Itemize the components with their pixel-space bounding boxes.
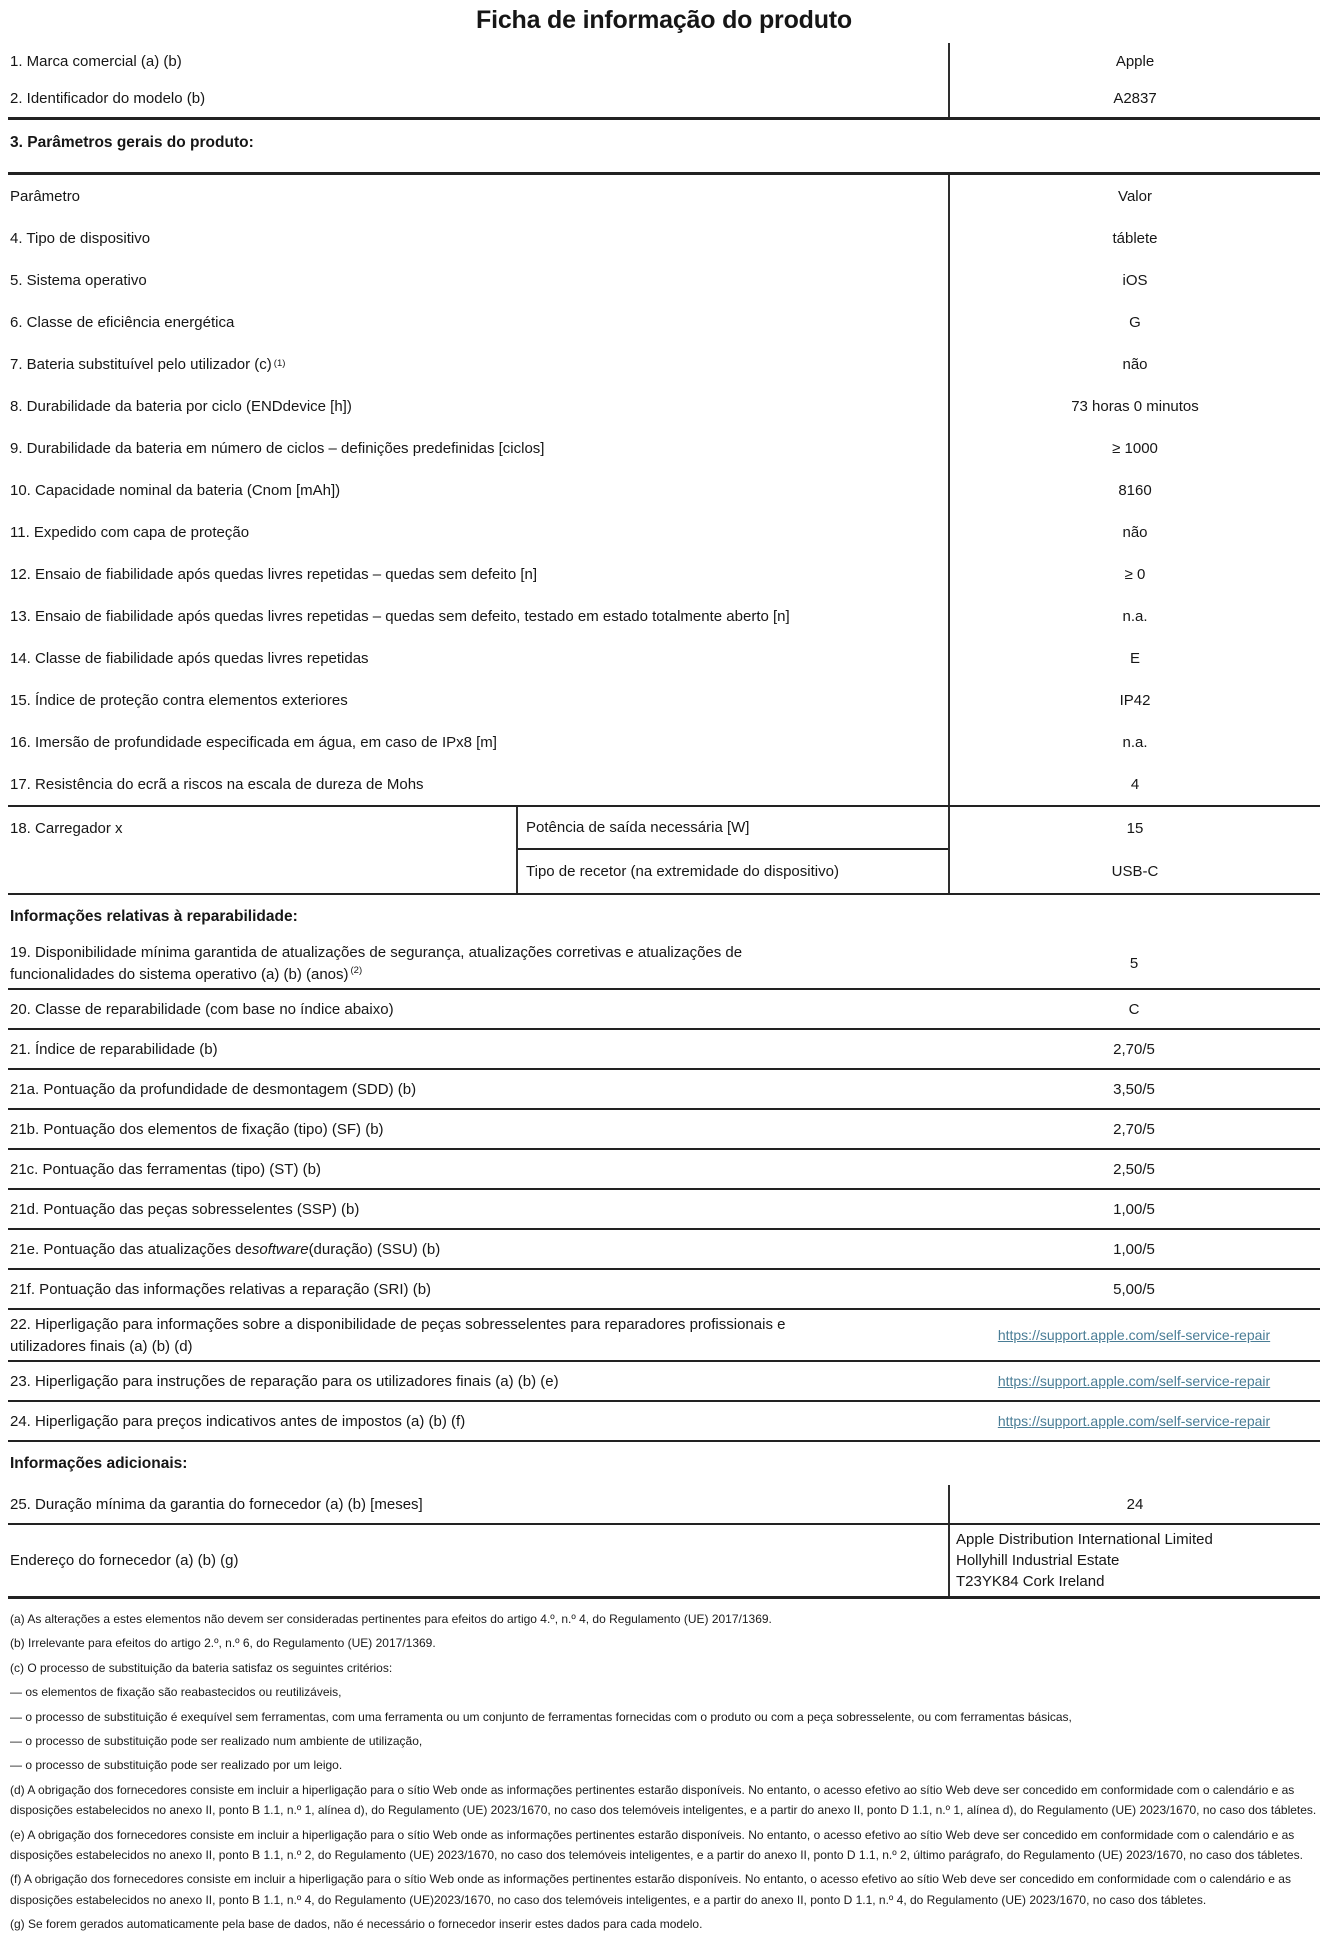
column-header-parameter: Parâmetro xyxy=(10,187,81,205)
table-row-st-score xyxy=(8,1150,1320,1190)
table-row-ssp-score xyxy=(8,1190,1320,1230)
identification-table xyxy=(8,43,1320,120)
row-value: ≥ 0 xyxy=(948,553,1320,595)
footnote-c-criterion: — o processo de substituição pode ser realizado num ambiente de utilização, xyxy=(10,1733,423,1748)
row-value xyxy=(948,1362,1320,1400)
repairability-table xyxy=(8,938,1320,1442)
footnote-c-criterion: — os elementos de fixação são reabastecidos ou reutilizáveis, xyxy=(10,1685,342,1700)
row-value: C xyxy=(1128,1000,1140,1018)
charger-label: 18. Carregador x xyxy=(10,820,123,837)
row-label-line2: funcionalidades do sistema operativo (a) (b) (anos) $^{(2)}$ xyxy=(10,965,363,983)
table-row-ssu-score xyxy=(8,1230,1320,1270)
row-label-pre: 21e. Pontuação das atualizações de xyxy=(10,1240,252,1258)
row-label xyxy=(8,1310,948,1360)
table-row xyxy=(8,511,1320,553)
charger-subrow-value: USB-C xyxy=(1111,863,1159,880)
row-label: 11. Expedido com capa de proteção xyxy=(10,523,250,541)
address-line: Hollyhill Industrial Estate xyxy=(956,1552,1120,1569)
self-service-repair-link[interactable]: https://support.apple.com/self-service-repair xyxy=(997,1373,1271,1389)
row-value xyxy=(948,1402,1320,1440)
row-value: Apple xyxy=(948,43,1320,80)
row-label: 1. Marca comercial (a) (b) xyxy=(10,53,182,70)
row-label: 24. Hiperligação para preços indicativos antes de impostos (a) (b) (f) xyxy=(10,1412,466,1430)
table-row-sf-score xyxy=(8,1110,1320,1150)
table-row-model xyxy=(8,80,1320,117)
row-value: 4 xyxy=(948,763,1320,805)
table-row xyxy=(8,343,1320,385)
general-parameters-table xyxy=(8,172,1320,805)
charger-subrow-label: Tipo de recetor (na extremidade do dispositivo) xyxy=(526,863,839,880)
row-value: A2837 xyxy=(948,80,1320,117)
row-label: 21f. Pontuação das informações relativas a reparação (SRI) (b) xyxy=(10,1280,432,1298)
row-value: iOS xyxy=(948,259,1320,301)
table-row-sdd-score xyxy=(8,1070,1320,1110)
additional-info-table xyxy=(8,1485,1320,1599)
table-row-updates-availability xyxy=(8,938,1320,990)
row-label: 25. Duração mínima da garantia do fornecedor (a) (b) [meses] xyxy=(10,1495,423,1513)
row-label: 8. Durabilidade da bateria por ciclo (ENDdevice [h]) xyxy=(10,397,352,415)
footnote-e: (e) A obrigação dos fornecedores consiste em incluir a hiperligação para o sítio Web onde as informações pertinentes estarão disponíveis. No entanto, o acesso efetivo ao sítio Web deve ser concedido em conformidade com o calendário e as disposições estabelecidos no anexo II, ponto B 1.1, n.º 2, do Regulamento (UE) 2023/1670, no caso dos telemóveis inteligentes, e a partir do anexo II, ponto D 1.1, n.º 2, último parágrafo, do Regulamento (UE) 2023/1670, no caso dos tábletes. xyxy=(10,1827,1303,1862)
row-label: 20. Classe de reparabilidade (com base no índice abaixo) xyxy=(10,1000,394,1018)
row-label: 21a. Pontuação da profundidade de desmontagem (SDD) (b) xyxy=(10,1080,417,1098)
row-label: 15. Índice de proteção contra elementos exteriores xyxy=(10,691,348,709)
table-row-supplier-address xyxy=(8,1525,1320,1599)
table-row xyxy=(8,427,1320,469)
row-value: IP42 xyxy=(948,679,1320,721)
row-value: 2,50/5 xyxy=(1113,1160,1155,1178)
table-row xyxy=(8,469,1320,511)
row-label: 7. Bateria substituível pelo utilizador (c) (1) xyxy=(10,355,286,373)
footnote-c-criterion: — o processo de substituição pode ser realizado por um leigo. xyxy=(10,1758,343,1773)
row-value: E xyxy=(948,637,1320,679)
row-label xyxy=(8,1230,948,1268)
section-heading-repairability: Informações relativas à reparabilidade: xyxy=(10,908,298,925)
row-value: G xyxy=(948,301,1320,343)
row-value: 24 xyxy=(948,1485,1320,1523)
charger-subrow-value: 15 xyxy=(1126,820,1144,837)
section-heading-additional-info: Informações adicionais: xyxy=(10,1455,188,1472)
self-service-repair-link[interactable]: https://support.apple.com/self-service-repair xyxy=(997,1413,1271,1429)
row-value: ≥ 1000 xyxy=(948,427,1320,469)
row-label: 21d. Pontuação das peças sobresselentes (SSP) (b) xyxy=(10,1200,360,1218)
row-label: 21c. Pontuação das ferramentas (tipo) (ST) (b) xyxy=(10,1160,321,1178)
row-value xyxy=(948,1310,1320,1360)
row-value: n.a. xyxy=(948,721,1320,763)
table-row-repair-instructions-link xyxy=(8,1362,1320,1402)
table-row xyxy=(8,385,1320,427)
row-label-text: 7. Bateria substituível pelo utilizador (c) xyxy=(10,355,272,373)
footnote-b: (b) Irrelevante para efeitos do artigo 2.º, n.º 6, do Regulamento (UE) 2017/1369. xyxy=(10,1636,436,1651)
charger-sub-labels xyxy=(516,807,948,893)
footnote-d: (d) A obrigação dos fornecedores consiste em incluir a hiperligação para o sítio Web onde as informações pertinentes estarão disponíveis. No entanto, o acesso efetivo ao sítio Web deve ser concedido em conformidade com o calendário e as disposições estabelecidos no anexo II, ponto B 1.1, n.º 1, alínea d), do Regulamento (UE) 2023/1670, no caso dos telemóveis inteligentes, e a partir do anexo II, ponto D 1.1, n.º 1, alínea d), do Regulamento (UE) 2023/1670, no caso dos tábletes. xyxy=(10,1782,1317,1818)
row-label-line2: utilizadores finais (a) (b) (d) xyxy=(10,1338,193,1355)
row-value: 2,70/5 xyxy=(1113,1120,1155,1138)
row-label: 13. Ensaio de fiabilidade após quedas livres repetidas – quedas sem defeito, testado em estado totalmente aberto [n] xyxy=(10,607,790,625)
row-value: não xyxy=(948,511,1320,553)
table-row xyxy=(8,637,1320,679)
row-label-line1: 19. Disponibilidade mínima garantida de atualizações de segurança, atualizações corretivas e atualizações de xyxy=(10,944,743,961)
self-service-repair-link[interactable]: https://support.apple.com/self-service-repair xyxy=(997,1327,1271,1343)
row-label: 12. Ensaio de fiabilidade após quedas livres repetidas – quedas sem defeito [n] xyxy=(10,565,538,583)
footnote-superscript: (2) xyxy=(350,965,363,976)
footnote-g: (g) Se forem gerados automaticamente pela base de dados, não é necessário o fornecedor inserir estes dados para cada modelo. xyxy=(10,1917,703,1932)
product-information-sheet xyxy=(0,6,1328,1952)
section-heading-general-parameters: 3. Parâmetros gerais do produto: xyxy=(10,134,254,151)
row-value: 1,00/5 xyxy=(1113,1200,1155,1218)
row-label-post: (duração) (SSU) (b) xyxy=(308,1240,441,1258)
table-row-repair-index xyxy=(8,1030,1320,1070)
footnote-a: (a) As alterações a estes elementos não devem ser consideradas pertinentes para efeitos do artigo 4.º, n.º 4, do Regulamento (UE) 2017/1369. xyxy=(10,1612,772,1626)
row-label: Endereço do fornecedor (a) (b) (g) xyxy=(10,1552,239,1569)
row-label: 9. Durabilidade da bateria em número de ciclos – definições predefinidas [ciclos] xyxy=(10,439,545,457)
charger-sub-values xyxy=(948,807,1320,893)
row-label-line1: 22. Hiperligação para informações sobre a disponibilidade de peças sobresselentes para reparadores profissionais e xyxy=(10,1316,786,1333)
row-value: 73 horas 0 minutos xyxy=(948,385,1320,427)
page-title: Ficha de informação do produto xyxy=(476,6,852,34)
row-value: 2,70/5 xyxy=(1113,1040,1155,1058)
table-row xyxy=(8,721,1320,763)
table-row-indicative-prices-link xyxy=(8,1402,1320,1442)
row-label: 23. Hiperligação para instruções de reparação para os utilizadores finais (a) (b) (e) xyxy=(10,1372,559,1390)
address-line: T23YK84 Cork Ireland xyxy=(956,1573,1105,1590)
row-value: não xyxy=(948,343,1320,385)
table-row xyxy=(8,679,1320,721)
table-header-row xyxy=(8,175,1320,217)
table-row xyxy=(8,553,1320,595)
column-header-value: Valor xyxy=(948,175,1320,217)
row-value: 1,00/5 xyxy=(1113,1240,1155,1258)
table-row xyxy=(8,301,1320,343)
address-line: Apple Distribution International Limited xyxy=(956,1531,1213,1548)
row-label: 21b. Pontuação dos elementos de fixação (tipo) (SF) (b) xyxy=(10,1120,384,1138)
row-label: 14. Classe de fiabilidade após quedas livres repetidas xyxy=(10,649,369,667)
footnotes xyxy=(8,1599,1320,1952)
table-row-spare-parts-link xyxy=(8,1310,1320,1362)
supplier-address xyxy=(948,1525,1320,1596)
table-row-sri-score xyxy=(8,1270,1320,1310)
row-label xyxy=(8,938,948,988)
row-value: táblete xyxy=(948,217,1320,259)
row-label: 2. Identificador do modelo (b) xyxy=(10,90,206,107)
charger-subrow-label: Potência de saída necessária [W] xyxy=(518,807,948,850)
footnote-c: (c) O processo de substituição da bateria satisfaz os seguintes critérios: xyxy=(10,1660,393,1675)
row-label: 4. Tipo de dispositivo xyxy=(10,229,151,247)
table-row xyxy=(8,595,1320,637)
row-label-italic: software xyxy=(251,1240,309,1258)
row-label: 16. Imersão de profundidade especificada em água, em caso de IPx8 [m] xyxy=(10,733,497,751)
row-value: 5 xyxy=(1129,954,1139,972)
charger-row-group xyxy=(8,805,1320,895)
row-label: 17. Resistência do ecrã a riscos na escala de dureza de Mohs xyxy=(10,775,424,793)
row-value: n.a. xyxy=(948,595,1320,637)
row-label: 5. Sistema operativo xyxy=(10,271,147,289)
table-row xyxy=(8,763,1320,805)
footnote-f: (f) A obrigação dos fornecedores consiste em incluir a hiperligação para o sítio Web onde as informações pertinentes estarão disponíveis. No entanto, o acesso efetivo ao sítio Web deve ser concedido em conformidade com o calendário e as disposições estabelecidos no anexo II, ponto B 1.1, n.º 4, do Regulamento (UE)2023/1670, no caso dos telemóveis inteligentes, e a partir do anexo II, ponto D 1.1, n.º 4, do Regulamento (UE) 2023/1670, no caso dos tábletes. xyxy=(10,1872,1291,1907)
table-row-repair-class xyxy=(8,990,1320,1030)
row-label: 10. Capacidade nominal da bateria (Cnom [mAh]) xyxy=(10,481,341,499)
row-value: 3,50/5 xyxy=(1113,1080,1155,1098)
table-row-warranty xyxy=(8,1485,1320,1525)
row-value: 5,00/5 xyxy=(1113,1280,1155,1298)
table-row xyxy=(8,217,1320,259)
table-row xyxy=(8,259,1320,301)
table-row-brand xyxy=(8,43,1320,80)
row-label: 21. Índice de reparabilidade (b) xyxy=(10,1040,218,1058)
row-value: 8160 xyxy=(948,469,1320,511)
footnote-c-criterion: — o processo de substituição é exequível sem ferramentas, com uma ferramenta ou um conjunto de ferramentas fornecidas com o produto ou com a peça sobresselente, ou com ferramentas básicas, xyxy=(10,1709,1072,1724)
row-label: 6. Classe de eficiência energética xyxy=(10,313,235,331)
